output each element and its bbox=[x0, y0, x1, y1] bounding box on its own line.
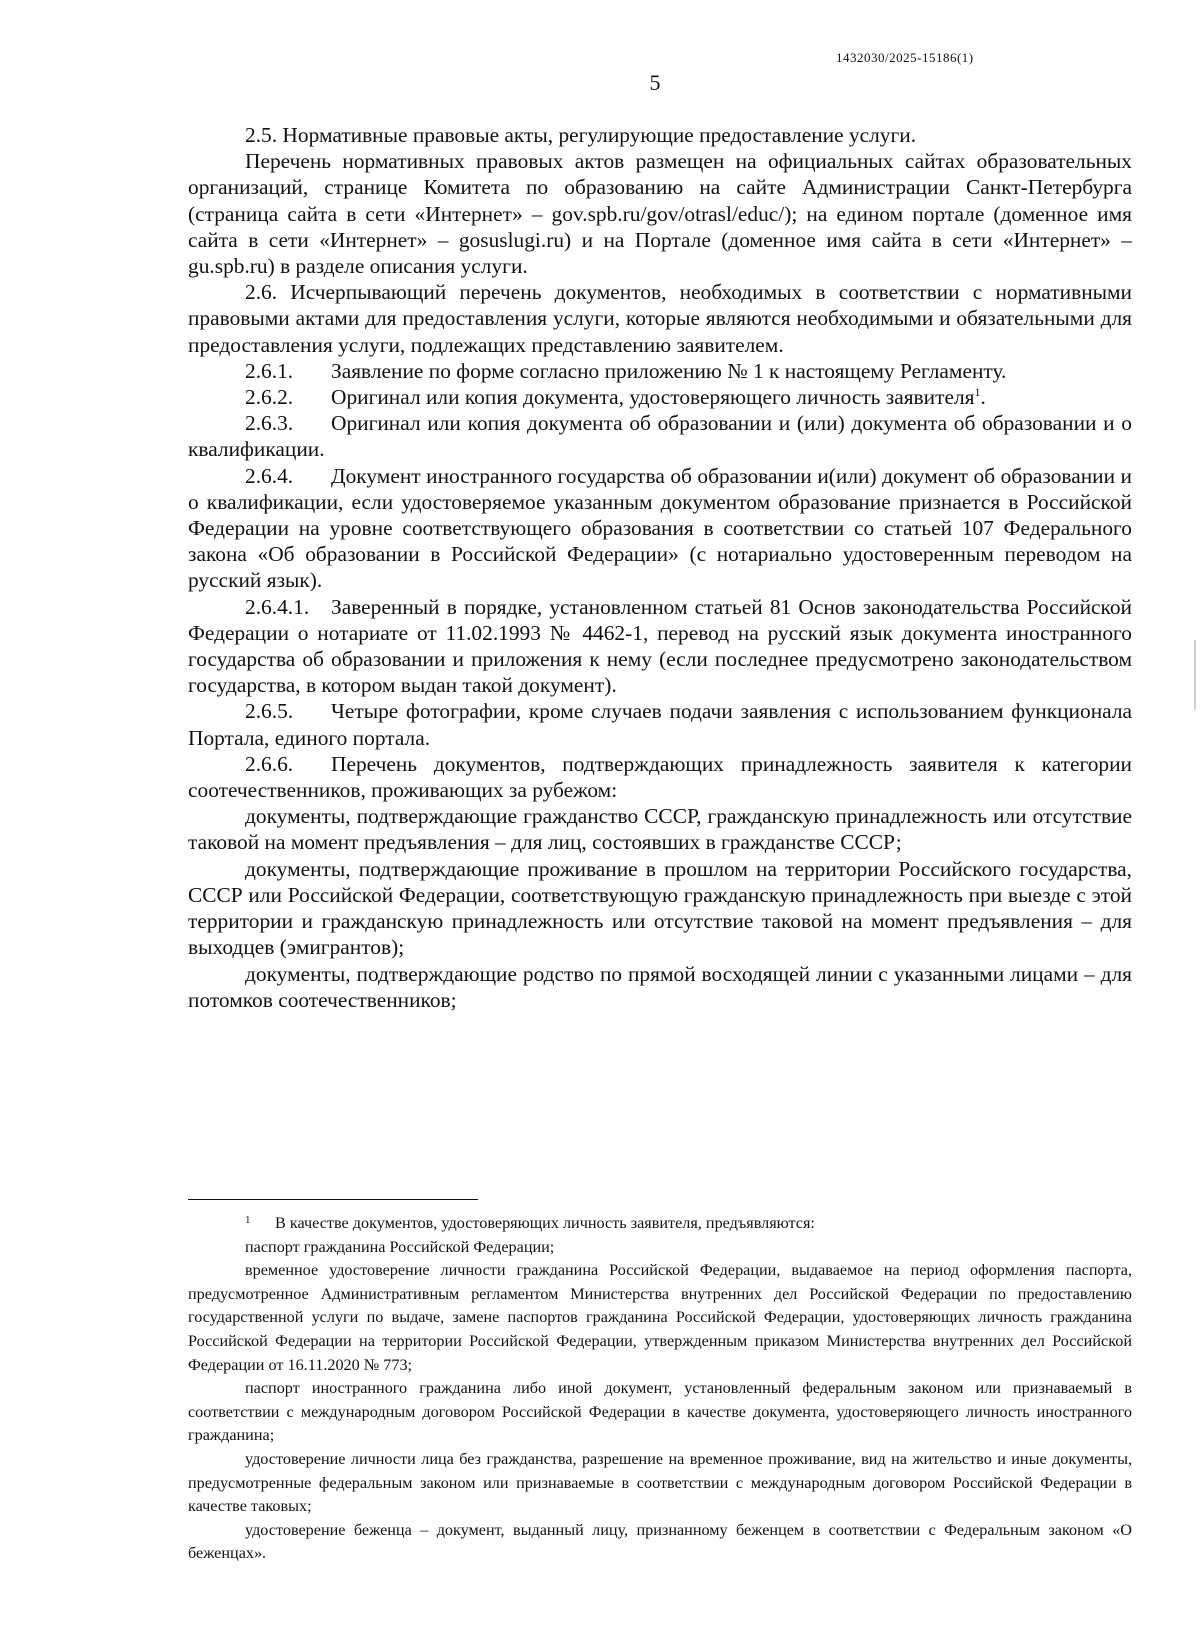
footnote-text: В качестве документов, удостоверяющих личность заявителя, предъявляются: bbox=[275, 1214, 815, 1232]
footnote-paragraph bbox=[188, 1519, 1132, 1566]
paragraph-text: 2.5. Нормативные правовые акты, регулирующие предоставление услуги. bbox=[245, 123, 917, 147]
footnote-paragraph bbox=[188, 1377, 1132, 1448]
paragraph-text: Оригинал или копия документа, удостоверяющего личность заявителя bbox=[331, 385, 975, 410]
paragraph bbox=[188, 961, 1132, 1013]
clause-number: 2.6.4. bbox=[245, 463, 294, 488]
paragraph bbox=[188, 463, 1132, 594]
clause-number: 2.6.1. bbox=[245, 358, 294, 383]
paragraph bbox=[188, 384, 1132, 410]
paragraph-text: Перечень документов, подтверждающих принадлежность заявителя к категории соотечественников, проживающих за рубежом: bbox=[188, 751, 1132, 803]
paragraph bbox=[188, 594, 1132, 699]
paragraph-text: Документ иностранного государства об образовании и(или) документ об образовании и о квалификации, если удостоверяемое указанным документом образование признается в Российской Федерации на уровне соответствующего образования в соответствии со статьей 107 Федерального закона «Об образовании в Российской Федерации» (с нотариально удостоверенным переводом на русский язык). bbox=[188, 463, 1132, 593]
footnote-paragraph bbox=[188, 1209, 1132, 1236]
paragraph bbox=[188, 122, 1132, 148]
paragraph bbox=[188, 410, 1132, 462]
paragraph-text: документы, подтверждающие проживание в прошлом на территории Российского государства, СССР или Российской Федерации, соответствующую гражданскую принадлежность при выезде с этой территории и гражданскую принадлежность или отсутствие таковой на момент предъявления – для выходцев (эмигрантов); bbox=[188, 856, 1132, 960]
footnote-reference: 1 bbox=[974, 384, 981, 399]
footnote-paragraph bbox=[188, 1236, 1132, 1260]
footnote-text: удостоверение беженца – документ, выданный лицу, признанному беженцем в соответствии с Федеральным законом «О беженцах». bbox=[188, 1520, 1132, 1563]
footnote-separator bbox=[188, 1199, 478, 1200]
footnote-mark: 1 bbox=[245, 1214, 251, 1226]
footnote-text: временное удостоверение личности гражданина Российской Федерации, выдаваемое на период оформления паспорта, предусмотренное Административным регламентом Министерства внутренних дел Российской Федерации по предоставлению государственной услуги по выдаче, замене паспортов гражданина Российской Федерации, удостоверяющих личность гражданина Российской Федерации на территории Российской Федерации, утвержденным приказом Министерства внутренних дел Российской Федерации от 16.11.2020 № 773; bbox=[188, 1261, 1132, 1374]
document-number: 1432030/2025-15186(1) bbox=[836, 50, 974, 65]
paragraph bbox=[188, 803, 1132, 855]
document-body bbox=[188, 122, 1132, 1013]
paragraph bbox=[188, 358, 1132, 384]
paragraph-tail: . bbox=[980, 385, 986, 410]
scan-edge-mark bbox=[1194, 640, 1196, 710]
paragraph-text: документы, подтверждающие родство по прямой восходящей линии с указанными лицами – для потомков соотечественников; bbox=[188, 961, 1132, 1012]
paragraph-text: Перечень нормативных правовых актов размещен на официальных сайтах образовательных организаций, странице Комитета по образованию на сайте Администрации Санкт-Петербурга (страница сайта в сети «Интернет» – gov.spb.ru/gov/otrasl/educ/); на едином портале (доменное имя сайта в сети «Интернет» – gosuslugi.ru) и на Портале (доменное имя сайта в сети «Интернет» – gu.spb.ru) в разделе описания услуги. bbox=[188, 149, 1132, 279]
paragraph-text: документы, подтверждающие гражданство СССР, гражданскую принадлежность или отсутствие таковой на момент предъявления – для лиц, состоявших в гражданстве СССР; bbox=[188, 804, 1132, 855]
clause-number: 2.6.6. bbox=[245, 751, 294, 776]
footnote-text: удостоверение личности лица без гражданства, разрешение на временное проживание, вид на жительство и иные документы, предусмотренные федеральным законом или признаваемые в соответствии с международным договором Российской Федерации в качестве таковых; bbox=[188, 1449, 1132, 1516]
footnote-text: паспорт гражданина Российской Федерации; bbox=[245, 1237, 555, 1256]
paragraph-text: Заявление по форме согласно приложению № 1 к настоящему Регламенту. bbox=[331, 358, 1007, 383]
paragraph bbox=[188, 148, 1132, 279]
paragraph bbox=[188, 856, 1132, 961]
paragraph-text: 2.6. Исчерпывающий перечень документов, необходимых в соответствии с нормативными правовыми актами для предоставления услуги, которые являются необходимыми и обязательными для предоставления услуги, подлежащих представлению заявителем. bbox=[188, 280, 1132, 357]
paragraph bbox=[188, 751, 1132, 803]
footnote-paragraph bbox=[188, 1448, 1132, 1519]
footnotes bbox=[188, 1209, 1132, 1566]
page-number: 5 bbox=[649, 70, 661, 95]
footnote-paragraph bbox=[188, 1259, 1132, 1377]
paragraph-text: Оригинал или копия документа об образовании и (или) документа об образовании и о квалификации. bbox=[188, 411, 1132, 462]
paragraph-text: Четыре фотографии, кроме случаев подачи заявления с использованием функционала Портала, единого портала. bbox=[188, 699, 1132, 750]
footnote-text: паспорт иностранного гражданина либо иной документ, установленный федеральным законом или признаваемый в соответствии с международным договором Российской Федерации в качестве документа, удостоверяющего личность иностранного гражданина; bbox=[188, 1379, 1132, 1445]
paragraph-text: Заверенный в порядке, установленном статьей 81 Основ законодательства Российской Федерации о нотариате от 11.02.1993 № 4462-1, перевод на русский язык документа иностранного государства об образовании и приложения к нему (если последнее предусмотрено законодательством государства, в котором выдан такой документ). bbox=[188, 594, 1132, 698]
clause-number: 2.6.4.1. bbox=[245, 594, 310, 619]
clause-number: 2.6.5. bbox=[245, 699, 294, 724]
clause-number: 2.6.2. bbox=[245, 385, 294, 410]
paragraph bbox=[188, 279, 1132, 358]
paragraph bbox=[188, 698, 1132, 750]
clause-number: 2.6.3. bbox=[245, 411, 294, 436]
